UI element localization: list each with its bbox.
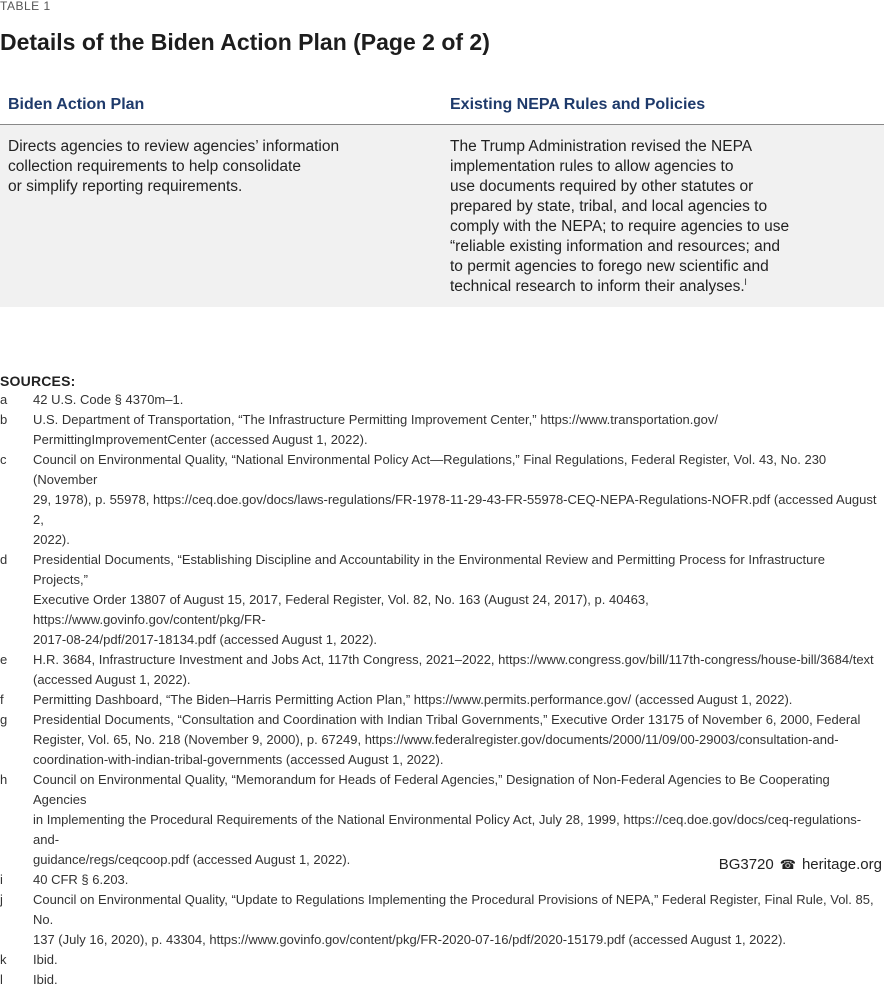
source-letter: f xyxy=(0,692,4,707)
source-letter: e xyxy=(0,652,8,667)
source-letter: i xyxy=(0,872,3,887)
source-letter: a xyxy=(0,392,8,407)
source-text: Ibid. xyxy=(33,972,58,987)
source-letter: b xyxy=(0,412,8,427)
source-text: Council on Environmental Quality, “Update to Regulations Implementing the Procedural Provisions of NEPA,” Federal Register, Final Rule, Vol. 85, No. 137 (July 16, 2020), p. 43304, https://www.govinfo.gov/content/pkg/FR-2020-07-16/pdf/2020-15179.pdf (accessed August 1, 2022). xyxy=(33,892,874,947)
page-title: Details of the Biden Action Plan (Page 2 of 2) xyxy=(0,29,490,55)
table-row xyxy=(0,125,884,307)
source-letter: k xyxy=(0,952,7,967)
source-text: U.S. Department of Transportation, “The Infrastructure Permitting Improvement Center,” https://www.transportation.gov/ PermittingImprovementCenter (accessed August 1, 2022). xyxy=(33,412,718,447)
source-item xyxy=(0,410,884,450)
source-letter: j xyxy=(0,892,3,907)
action-plan-table xyxy=(0,86,884,307)
source-item xyxy=(0,890,884,950)
sources-heading: SOURCES: xyxy=(0,373,76,389)
site-link[interactable]: heritage.org xyxy=(801,856,882,873)
source-text: Council on Environmental Quality, “Memorandum for Heads of Federal Agencies,” Designation of Non-Federal Agencies to Be Cooperating Agencies in Implementing the Procedural Requirements of the National Environmental Policy Act, July 28, 1999, https://ceq.doe.gov/docs/ceq-regulations-and- guidance/regs/ceqcoop.pdf (accessed August 1, 2022). xyxy=(33,772,862,867)
column-header-existing: Existing NEPA Rules and Policies xyxy=(450,96,706,113)
source-item xyxy=(0,450,884,550)
table-label: TABLE 1 xyxy=(0,0,51,13)
footer xyxy=(719,856,882,874)
source-item xyxy=(0,970,884,990)
footnote-marker: l xyxy=(744,276,747,287)
source-text: 40 CFR § 6.203. xyxy=(33,872,129,887)
source-item xyxy=(0,550,884,650)
source-text: Presidential Documents, “Establishing Discipline and Accountability in the Environmental Review and Permitting Process for Infrastructure Projects,” Executive Order 13807 of August 15, 2017, Federal Register, Vol. 82, No. 163 (August 24, 2017), p. 40463, https://www.govinfo.gov/content/pkg/FR- 2017-08-24/pdf/2017-18134.pdf (accessed August 1, 2022). xyxy=(33,552,825,647)
cell-existing-text: The Trump Administration revised the NEPA implementation rules to allow agencies to use documents required by other statutes or prepared by state, tribal, and local agencies to comply with the NEPA; to require agencies to use “reliable existing information and resources; and to permit agencies to forego new scientific and technical research to inform their analyses. xyxy=(450,138,790,295)
cell-biden-action: Directs agencies to review agencies’ information collection requirements to help consolidate or simplify reporting requirements. xyxy=(8,138,340,195)
table-header xyxy=(0,86,884,125)
source-item xyxy=(0,950,884,970)
source-item xyxy=(0,390,884,410)
source-text: Permitting Dashboard, “The Biden–Harris Permitting Action Plan,” https://www.permits.performance.gov/ (accessed August 1, 2022). xyxy=(33,692,793,707)
report-code: BG3720 xyxy=(718,856,774,873)
source-item xyxy=(0,650,884,690)
source-text: Council on Environmental Quality, “National Environmental Policy Act—Regulations,” Final Regulations, Federal Register, Vol. 43, No. 230 (November 29, 1978), p. 55978, https://ceq.doe.gov/docs/laws-regulations/FR-1978-11-29-43-FR-55978-CEQ-NEPA-Regulations-NOFR.pdf (accessed August 2, 2022). xyxy=(33,452,877,547)
source-letter: l xyxy=(0,972,3,987)
cell-existing-rules xyxy=(442,137,884,297)
source-letter: c xyxy=(0,452,7,467)
source-text: Presidential Documents, “Consultation and Coordination with Indian Tribal Governments,” Executive Order 13175 of November 6, 2000, Federal Register, Vol. 65, No. 218 (November 9, 2000), p. 67249, https://www.federalregister.gov/documents/2000/11/09/00-29003/consultation-and- coordination-with-indian-tribal-governments (accessed August 1, 2022). xyxy=(33,712,861,767)
source-item xyxy=(0,690,884,710)
source-text: Ibid. xyxy=(33,952,58,967)
source-letter: d xyxy=(0,552,8,567)
source-item xyxy=(0,770,884,870)
sources-section xyxy=(0,373,884,990)
source-letter: g xyxy=(0,712,8,727)
bell-icon: ☎ xyxy=(779,857,796,872)
source-letter: h xyxy=(0,772,8,787)
source-text: 42 U.S. Code § 4370m–1. xyxy=(33,392,184,407)
source-item xyxy=(0,710,884,770)
source-text: H.R. 3684, Infrastructure Investment and Jobs Act, 117th Congress, 2021–2022, https://www.congress.gov/bill/117th-congress/house-bill/3684/text (accessed August 1, 2022). xyxy=(33,652,874,687)
column-header-biden: Biden Action Plan xyxy=(8,96,145,113)
